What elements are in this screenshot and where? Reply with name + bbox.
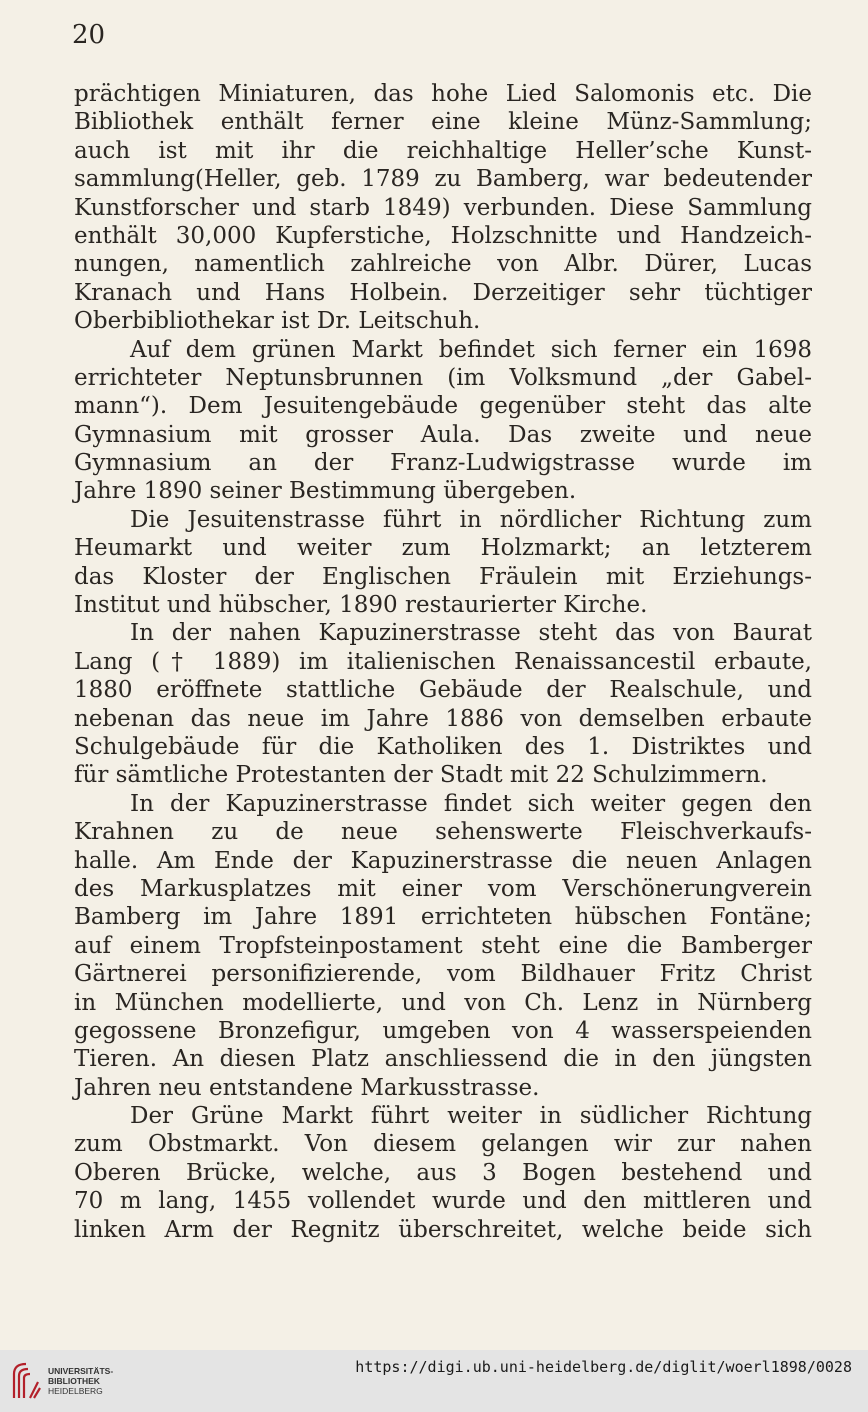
text-line: für sämtliche Protestanten der Stadt mit 22 Schulzimmern. — [74, 762, 768, 789]
text-line: auf einem Tropfsteinpostament steht eine die Bamberger — [74, 932, 812, 959]
logo-line-3: HEIDELBERG — [48, 1386, 103, 1396]
library-name — [48, 1366, 113, 1396]
text-line: mann“). Dem Jesuitengebäude gegenüber steht das alte — [74, 393, 812, 420]
text-line: in München modellierte, und von Ch. Lenz in Nürnberg — [74, 989, 812, 1016]
text-line: Jahre 1890 seiner Bestimmung übergeben. — [74, 478, 577, 505]
text-line: Gärtnerei personifizierende, vom Bildhauer Fritz Christ — [74, 961, 812, 988]
text-line: Auf dem grünen Markt befindet sich ferner ein 1698 — [130, 336, 812, 363]
text-line: In der Kapuzinerstrasse findet sich weiter gegen den — [130, 790, 812, 817]
text-line: sammlung(Heller, geb. 1789 zu Bamberg, war bedeutender — [74, 166, 812, 193]
text-line: des Markusplatzes mit einer vom Verschönerungverein — [74, 875, 812, 902]
text-line: Bibliothek enthält ferner eine kleine Münz-Sammlung; — [74, 109, 812, 136]
footer-bar — [0, 1350, 868, 1412]
text-line: enthält 30,000 Kupferstiche, Holzschnitte und Handzeich- — [74, 222, 812, 249]
text-line: Oberbibliothekar ist Dr. Leitschuh. — [74, 308, 481, 335]
text-line: prächtigen Miniaturen, das hohe Lied Salomonis etc. Die — [74, 81, 812, 107]
text-line: Tieren. An diesen Platz anschliessend die in den jüngsten — [74, 1046, 812, 1073]
logo-line-1: UNIVERSITÄTS- — [48, 1366, 114, 1376]
text-line: Bamberg im Jahre 1891 errichteten hübschen Fontäne; — [74, 904, 812, 931]
body-text — [74, 80, 812, 1244]
logo-line-2: BIBLIOTHEK — [48, 1376, 100, 1386]
text-line: Lang († 1889) im italienischen Renaissancestil erbaute, — [74, 648, 812, 675]
text-line: Oberen Brücke, welche, aus 3 Bogen bestehend und — [74, 1159, 812, 1186]
text-line: zum Obstmarkt. Von diesem gelangen wir zur nahen — [74, 1131, 812, 1158]
text-line: nebenan das neue im Jahre 1886 von demselben erbaute — [74, 705, 812, 732]
text-line: 1880 eröffnete stattliche Gebäude der Realschule, und — [74, 677, 812, 704]
library-logo[interactable] — [10, 1358, 120, 1404]
text-line: Schulgebäude für die Katholiken des 1. Distriktes und — [74, 733, 812, 760]
text-line: auch ist mit ihr die reichhaltige Heller’sche Kunst- — [74, 137, 812, 164]
text-line: Gymnasium mit grosser Aula. Das zweite und neue — [74, 421, 812, 448]
text-line: Institut und hübscher, 1890 restaurierter Kirche. — [74, 592, 648, 619]
text-line: Die Jesuitenstrasse führt in nördlicher Richtung zum — [130, 506, 812, 533]
text-line: Jahren neu entstandene Markusstrasse. — [74, 1074, 540, 1101]
text-line: Kranach und Hans Holbein. Derzeitiger sehr tüchtiger — [74, 279, 812, 306]
text-line: nungen, namentlich zahlreiche von Albr. Dürer, Lucas — [74, 251, 812, 278]
text-line: Gymnasium an der Franz-Ludwigstrasse wurde im — [74, 450, 812, 477]
text-line: Heumarkt und weiter zum Holzmarkt; an letzterem — [74, 535, 812, 562]
text-line: In der nahen Kapuzinerstrasse steht das von Baurat — [130, 620, 812, 647]
text-line: Krahnen zu de neue sehenswerte Fleischverkaufs- — [74, 819, 812, 846]
text-line: gegossene Bronzefigur, umgeben von 4 wasserspeienden — [74, 1017, 812, 1044]
text-line: Der Grüne Markt führt weiter in südlicher Richtung — [130, 1103, 812, 1130]
source-url-link[interactable]: https://digi.ub.uni-heidelberg.de/diglit/woerl1898/0028 — [355, 1358, 852, 1376]
text-line: halle. Am Ende der Kapuzinerstrasse die neuen Anlagen — [74, 847, 812, 874]
text-line: errichteter Neptunsbrunnen (im Volksmund „der Gabel- — [74, 364, 812, 391]
text-line: 70 m lang, 1455 vollendet wurde und den mittleren und — [74, 1188, 812, 1215]
text-line: linken Arm der Regnitz überschreitet, welche beide sich — [74, 1216, 812, 1243]
university-library-logo-icon — [10, 1360, 42, 1402]
text-line: das Kloster der Englischen Fräulein mit Erziehungs- — [74, 563, 812, 590]
page-number: 20 — [72, 20, 106, 50]
text-line: Kunstforscher und starb 1849) verbunden. Diese Sammlung — [74, 194, 812, 221]
